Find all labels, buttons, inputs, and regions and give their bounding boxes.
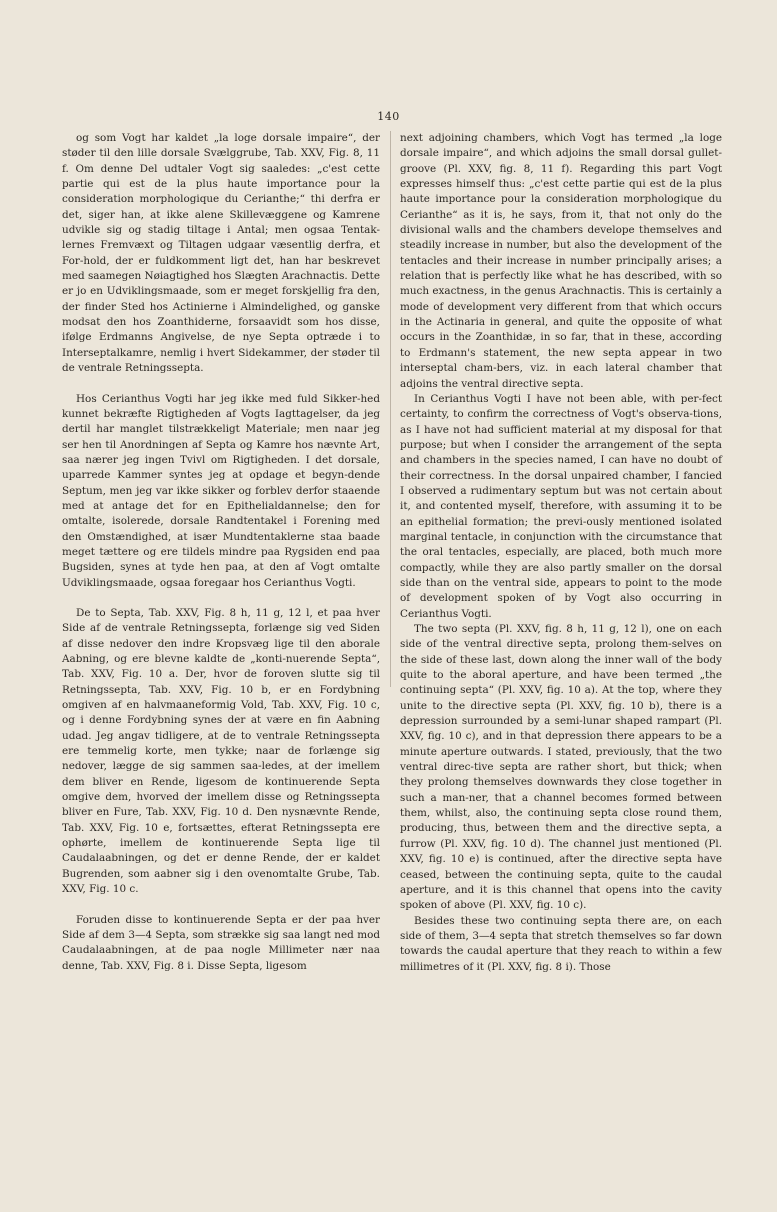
right-paragraph-1: next adjoining chambers, which Vogt has termed „la loge dorsale impaire“, and which adjoins the small dorsal gullet-groove (Pl. XXV, fig. 8, 11 f). Regarding this part Vogt expresses himself thus: „c'est cette partie qui est de la plus haute importance pour la consideration morphologique du Cerianthe“ as it is, he says, from it, that not only do the divisional walls and the chambers develope themselves and steadily increase in number, but also the development of the tentacles and their increase in number principally arises; a relation that is perfectly like what he has described, with so much exactness, in the genus Arachnactis. This is certainly a mode of development very different from that which occurs in the Actinaria in general, and quite the opposite of what occurs in the Zoanthidæ, in so far, that in these, according to Erdmann's statement, the new septa appear in two interseptal cham-bers, viz. in each lateral chamber that adjoins the ventral directive septa. [400,132,722,390]
page-number: 140 [377,110,400,123]
left-paragraph-4: Foruden disse to kontinuerende Septa er der paa hver Side af dem 3—4 Septa, som strække sig saa langt ned mod Caudalaabningen, at de paa nogle Millimeter nær naa denne, Tab. XXV, Fig. 8 i. Disse Septa, ligesom [62,913,380,972]
left-paragraph-1: og som Vogt har kaldet „la loge dorsale impaire“, der støder til den lille dorsale Svælggrube, Tab. XXV, Fig. 8, 11 f. Om denne Del udtaler Vogt sig saaledes: „c'est cette partie qui est de la plus haute importance pour la consideration morphologique du Cerianthe;“ thi derfra er det, siger han, at ikke alene Skillevæggene og Kamrene udvikle sig og stadig tiltage i Antal; men ogsaa Tentak-lernes Fremvæxt og Tiltagen udgaar væsentlig derfra, et For-hold, der er fuldkomment ligt det, han har beskrevet med saamegen Nøiagtighed hos Slægten Arachnactis. Dette er jo en Udviklingsmaade, som er meget forskjellig fra den, der finder Sted hos Actinierne i Almindelighed, og ganske modsat den hos Zoanthiderne, forsaavidt som hos disse, ifølge Erdmanns Angivelse, de nye Septa optræde i to Interseptalkamre, nemlig i hvert Sidekammer, der støder til de ventrale Retningssepta. [62,132,381,375]
danish-text-column [62,131,380,974]
left-paragraph-3: De to Septa, Tab. XXV, Fig. 8 h, 11 g, 12 l, et paa hver Side af de ventrale Retningssepta, forlænge sig ved Siden af disse nedover den indre Kropsvæg lige til den aborale Aabning, og ere blevne kaldte de „konti-nuerende Septa“, Tab. XXV, Fig. 10 a. Der, hvor de foroven slutte sig til Retningssepta, Tab. XXV, Fig. 10 b, er en Fordybning omgiven af en halvmaaneformig Vold, Tab. XXV, Fig. 10 c, og i denne Fordybning synes der at være en fin Aabning udad. Jeg angav tidligere, at de to ventrale Retningssepta ere temmelig korte, men tykke; naar de forlænge sig nedover, lægge de sig sammen saa-ledes, at der imellem dem bliver en Rende, ligesom de kontinuerende Septa omgive dem, hvorved der imellem disse og Retningssepta bliver en Fure, Tab. XXV, Fig. 10 d. Den nysnævnte Rende, Tab. XXV, Fig. 10 e, fortsættes, efterat Retningssepta ere ophørte, imellem de kontinuerende Septa lige til Caudalaabningen, og det er denne Rende, der er kaldet Bugrenden, som aabner sig i den ovenomtalte Grube, Tab. XXV, Fig. 10 c. [62,606,380,896]
right-paragraph-4: Besides these two continuing septa there are, on each side of them, 3—4 septa that stretch themselves so far down towards the caudal aperture that they reach to within a few millimetres of it (Pl. XXV, fig. 8 i). Those [400,914,722,973]
right-paragraph-3: The two septa (Pl. XXV, fig. 8 h, 11 g, 12 l), one on each side of the ventral directive septa, prolong them-selves on the side of these last, down along the inner wall of the body quite to the aboral aperture, and have been termed „the continuing septa“ (Pl. XXV, fig. 10 a). At the top, where they unite to the directive septa (Pl. XXV, fig. 10 b), there is a depression surrounded by a semi-lunar shaped rampart (Pl. XXV, fig. 10 c), and in that depression there appears to be a minute aperture outwards. I stated, previously, that the two ventral direc-tive septa are rather short, but thick; when they prolong themselves downwards they close together in such a man-ner, that a channel becomes formed between them, whilst, also, the continuing septa close round them, producing, thus, between them and the directive septa, a furrow (Pl. XXV, fig. 10 d). The channel just mentioned (Pl. XXV, fig. 10 e) is continued, after the directive septa have ceased, between the continuing septa, quite to the caudal aperture, and it is this channel that opens into the cavity spoken of above (Pl. XXV, fig. 10 c). [400,623,722,912]
left-paragraph-2: Hos Cerianthus Vogti har jeg ikke med fuld Sikker-hed kunnet bekræfte Rigtigheden af Vogts Iagttagelser, da jeg dertil har manglet tilstrækkeligt Materiale; men naar jeg ser hen til Anordningen af Septa og Kamre hos nævnte Art, saa nærer jeg ingen Tvivl om Rigtigheden. I det dorsale, uparrede Kammer syntes jeg at opdage et begyn-dende Septum, men jeg var ikke sikker og forblev derfor staaende med at antage det for en Epithelialdannelse; den for omtalte, isolerede, dorsale Randtentakel i Forening med den Omstændighed, at især Mundtentaklerne staa baade meget tættere og ere tildels mindre paa Rygsiden end paa Bugsiden, synes at tyde hen paa, at den af Vogt omtalte Udviklingsmaade, ogsaa foregaar hos Cerianthus Vogti. [62,392,380,589]
column-divider [390,131,391,687]
right-paragraph-2: In Cerianthus Vogti I have not been able, with per-fect certainty, to confirm the correctness of Vogt's observa-tions, as I have not had sufficient material at my disposal for that purpose; but when I consider the arrangement of the septa and chambers in the species named, I can have no doubt of their correctness. In the dorsal unpaired chamber, I fancied I observed a rudimentary septum but was not certain about it, and contented myself, therefore, with assuming it to be an epithelial formation; the previ-ously mentioned isolated marginal tentacle, in conjunction with the circumstance that the oral tentacles, especially, are placed, both much more compactly, while they are also partly smaller on the dorsal side than on the ventral side, appears to point to the mode of development spoken of by Vogt also occurring in Cerianthus Vogti. [400,392,722,620]
english-text-column [400,131,722,975]
